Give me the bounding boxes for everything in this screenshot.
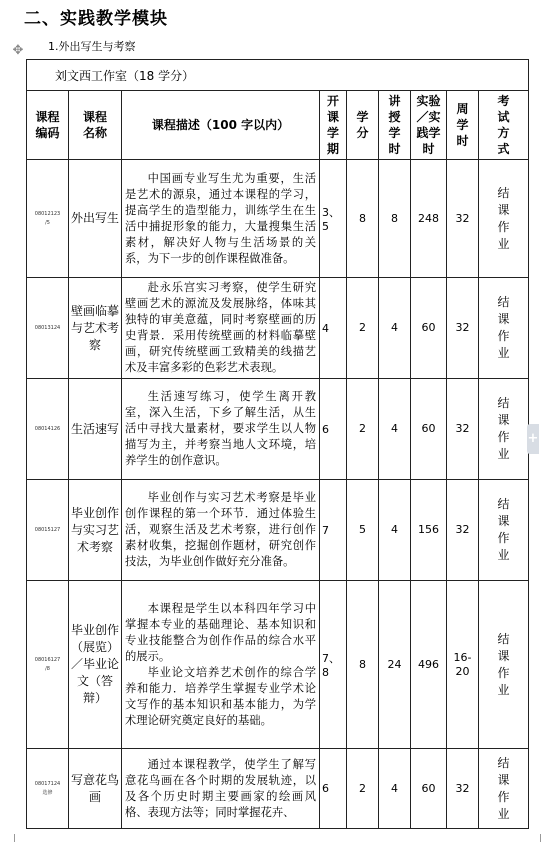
course-practice-hours: 60 <box>411 278 447 379</box>
course-code: 08012123 /5 <box>27 160 69 278</box>
header-practice: 实验／实践学时 <box>411 91 447 160</box>
table-row <box>27 278 529 379</box>
studio-title: 刘文西工作室（18 学分） <box>27 60 529 91</box>
table-row <box>27 160 529 278</box>
course-weekly-hours: 32 <box>447 749 479 829</box>
course-practice-hours: 248 <box>411 160 447 278</box>
course-lecture-hours: 4 <box>379 480 411 581</box>
course-name: 外出写生 <box>69 160 122 278</box>
course-exam-method: 结课作业 <box>479 379 529 480</box>
course-lecture-hours: 4 <box>379 278 411 379</box>
course-name: 毕业创作（展览）／毕业论文（答辩） <box>69 581 122 749</box>
table-row <box>27 749 529 829</box>
table-row <box>27 480 529 581</box>
header-desc: 课程描述（100 字以内） <box>122 91 320 160</box>
course-code: 08016127 /8 <box>27 581 69 749</box>
course-table <box>26 59 529 829</box>
course-practice-hours: 60 <box>411 749 447 829</box>
page-corner-mark <box>6 834 15 842</box>
course-semester: 7、8 <box>320 581 347 749</box>
course-practice-hours: 60 <box>411 379 447 480</box>
course-semester: 7 <box>320 480 347 581</box>
course-description <box>122 379 320 480</box>
course-weekly-hours: 16-20 <box>447 581 479 749</box>
course-code: 08013124 <box>27 278 69 379</box>
description-paragraph: 通过本课程教学，使学生了解写意花鸟画在各个时期的发展轨迹，以及各个历史时期主要画家的绘画风格、表现方法等；同时掌握花卉、 <box>125 757 316 819</box>
course-lecture-hours: 4 <box>379 749 411 829</box>
section-title: 二、实践教学模块 <box>24 9 168 29</box>
description-paragraph: 中国画专业写生尤为重要，生活是艺术的源泉，通过本课程的学习，提高学生的造型能力，训练学生在生活中捕捉形象的能力，大量搜集生活素材，解决好人物与生活场景的关系，为下一步的创作课程做准备。 <box>125 171 316 265</box>
course-name: 壁画临摹与艺术考察 <box>69 278 122 379</box>
course-semester: 3、5 <box>320 160 347 278</box>
course-semester: 4 <box>320 278 347 379</box>
course-name: 毕业创作与实习艺术考察 <box>69 480 122 581</box>
header-weeks: 周学时 <box>447 91 479 160</box>
header-code: 课程编码 <box>27 91 69 160</box>
course-description <box>122 278 320 379</box>
course-description <box>122 480 320 581</box>
course-credit: 8 <box>347 160 379 278</box>
header-credit: 学分 <box>347 91 379 160</box>
move-handle-icon[interactable]: ✥ <box>12 43 24 58</box>
course-semester: 6 <box>320 749 347 829</box>
course-weekly-hours: 32 <box>447 379 479 480</box>
course-description <box>122 749 320 829</box>
table-row <box>27 581 529 749</box>
course-code: 08017124 选修 <box>27 749 69 829</box>
subtitle: 1.外出写生与考察 <box>48 40 136 53</box>
course-exam-method: 结课作业 <box>479 278 529 379</box>
course-exam-method: 结课作业 <box>479 749 529 829</box>
header-lecture: 讲授学时 <box>379 91 411 160</box>
course-lecture-hours: 8 <box>379 160 411 278</box>
course-semester: 6 <box>320 379 347 480</box>
page-corner-mark <box>540 834 549 842</box>
course-lecture-hours: 4 <box>379 379 411 480</box>
course-lecture-hours: 24 <box>379 581 411 749</box>
course-practice-hours: 496 <box>411 581 447 749</box>
course-code: 08014126 <box>27 379 69 480</box>
course-weekly-hours: 32 <box>447 480 479 581</box>
course-credit: 2 <box>347 379 379 480</box>
course-exam-method: 结课作业 <box>479 581 529 749</box>
header-name: 课程名称 <box>69 91 122 160</box>
course-code: 08015127 <box>27 480 69 581</box>
course-credit: 2 <box>347 278 379 379</box>
course-exam-method: 结课作业 <box>479 480 529 581</box>
header-semester: 开课学期 <box>320 91 347 160</box>
course-name: 写意花鸟画 <box>69 749 122 829</box>
course-weekly-hours: 32 <box>447 278 479 379</box>
course-credit: 5 <box>347 480 379 581</box>
course-exam-method: 结课作业 <box>479 160 529 278</box>
description-paragraph: 毕业论文培养艺术创作的综合学养和能力．培养学生掌握专业学术论文写作的基本知识和基本能力，为学术理论研究奠定良好的基础。 <box>125 665 316 727</box>
course-credit: 2 <box>347 749 379 829</box>
table-row <box>27 379 529 480</box>
course-description <box>122 581 320 749</box>
course-practice-hours: 156 <box>411 480 447 581</box>
course-credit: 8 <box>347 581 379 749</box>
course-description <box>122 160 320 278</box>
description-paragraph: 毕业创作与实习艺术考察是毕业创作课程的第一个环节．通过体验生活，观察生活及艺术考察，进行创作素材收集，挖掘创作题材，研究创作技法，为毕业创作做好充分准备。 <box>125 491 316 568</box>
course-weekly-hours: 32 <box>447 160 479 278</box>
header-exam: 考试方式 <box>479 91 529 160</box>
description-paragraph: 本课程是学生以本科四年学习中掌握本专业的基础理论、基本知识和专业技能整合为创作作品的综合水平的展示。 <box>125 601 316 663</box>
course-name: 生活速写 <box>69 379 122 480</box>
header-row <box>27 91 529 160</box>
side-expand-tab[interactable]: + <box>527 424 539 454</box>
description-paragraph: 生活速写练习，使学生离开教室，深入生活，下乡了解生活，从生活中寻找大量素材，要求学生以人物描写为主，并考察当地人文环境，培养学生的创作意识。 <box>125 390 316 467</box>
description-paragraph: 赴永乐宫实习考察，使学生研究壁画艺术的源流及发展脉络，体味其独特的审美意蕴，同时考察壁画的历史背景．采用传统壁画的材料临摹壁画，研究传统壁画工致精美的线描艺术及丰富多彩的色彩艺术表现。 <box>125 281 316 374</box>
